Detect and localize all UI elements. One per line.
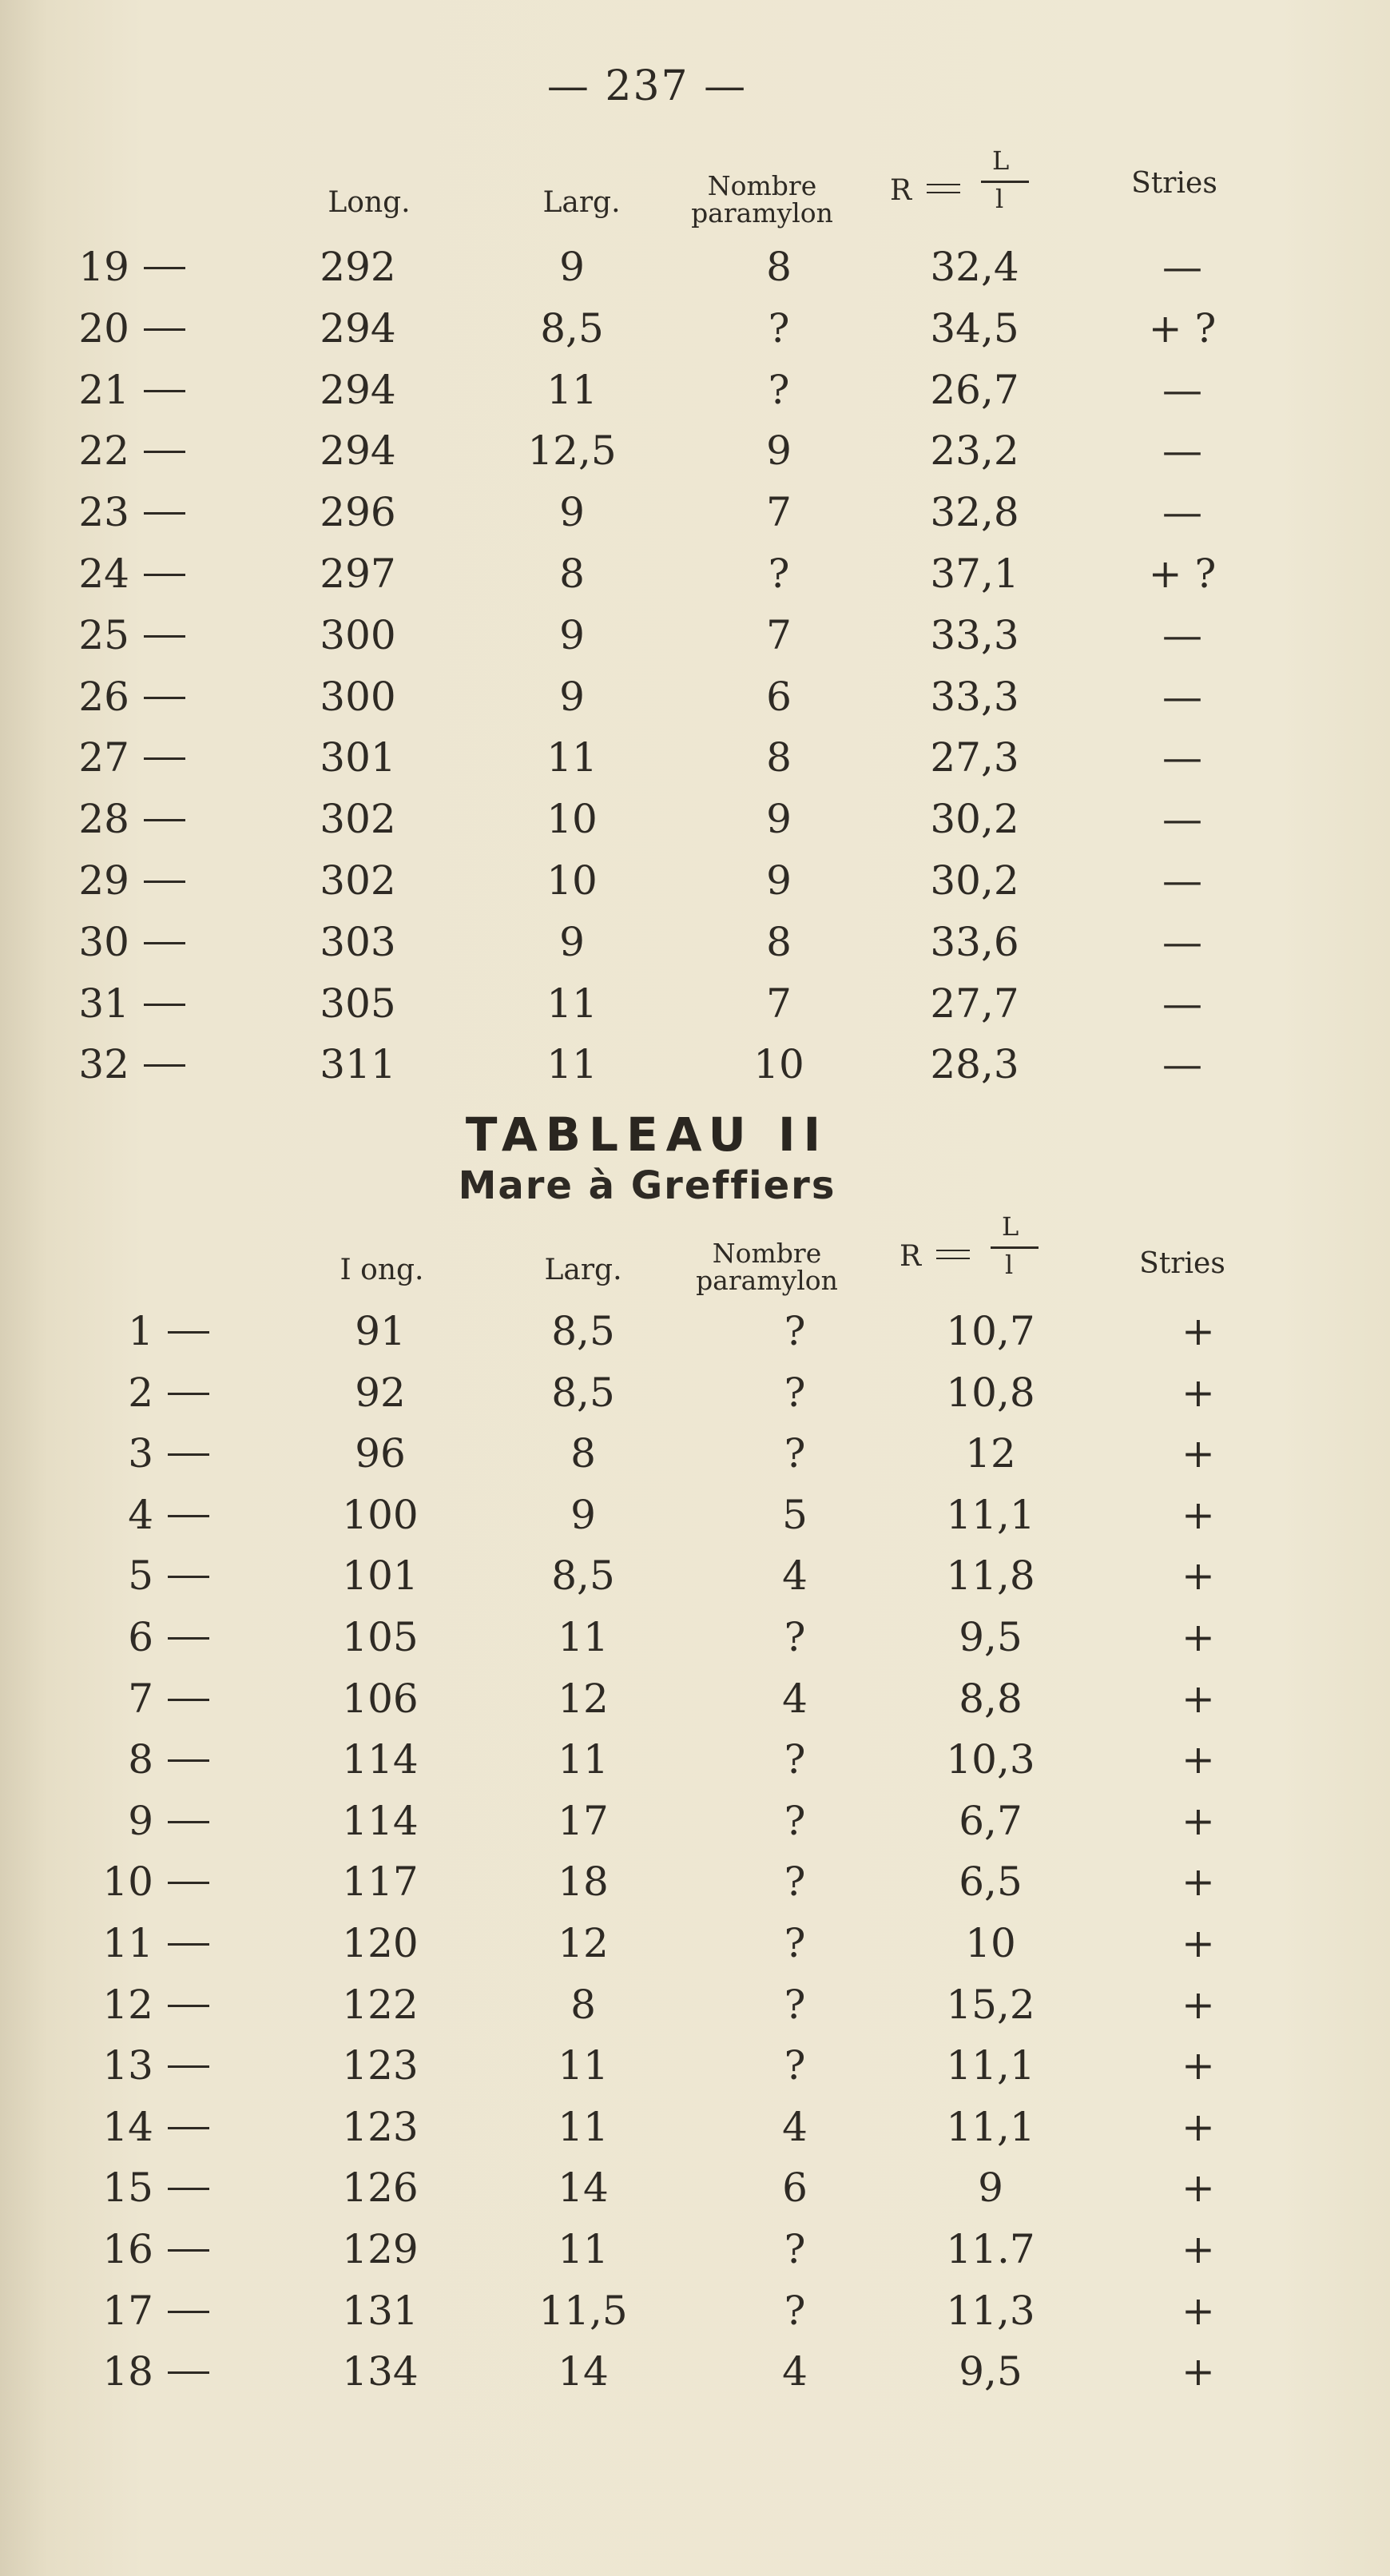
cell-stries: +	[1182, 2103, 1215, 2150]
row-number: 6	[128, 1614, 153, 1660]
cell-stries: + ?	[1148, 551, 1217, 597]
row-dash	[168, 1699, 209, 1701]
cell-long: 106	[342, 1675, 419, 1722]
table-row	[0, 912, 1390, 972]
cell-larg: 11	[546, 1041, 598, 1088]
cell-stries: +	[1182, 1552, 1215, 1600]
cell-larg: 8,5	[540, 304, 604, 352]
row-dash	[144, 757, 185, 760]
row-number: 5	[128, 1552, 153, 1600]
cell-stries: +	[1182, 1430, 1215, 1477]
ratio-numerator: L	[992, 145, 1010, 176]
cell-larg: 11	[546, 980, 598, 1027]
cell-nombre: 10	[753, 1041, 804, 1088]
cell-ratio: 6,5	[959, 1858, 1023, 1906]
cell-nombre: ?	[784, 1430, 806, 1477]
cell-ratio: 28,3	[930, 1041, 1019, 1088]
row-dash	[168, 1515, 209, 1517]
cell-larg: 11,5	[538, 2287, 628, 2334]
table-row	[0, 298, 1390, 359]
cell-ratio: 33,6	[930, 918, 1019, 965]
cell-larg: 8	[559, 551, 585, 597]
cell-long: 305	[320, 980, 396, 1027]
table-row	[0, 1545, 1390, 1606]
row-number: 2	[128, 1369, 153, 1416]
cell-stries: —	[1162, 734, 1202, 781]
cell-nombre: ?	[768, 551, 790, 597]
row-dash	[168, 1821, 209, 1823]
row-number: 21	[78, 366, 129, 413]
row-number: 3	[128, 1430, 153, 1477]
table2-header-ratio	[900, 1211, 1059, 1286]
table-row	[0, 237, 1390, 297]
cell-ratio: 33,3	[930, 673, 1019, 720]
cell-nombre: ?	[784, 2287, 806, 2334]
cell-larg: 9	[559, 489, 585, 536]
row-number: 17	[102, 2287, 153, 2334]
table-row	[0, 360, 1390, 420]
cell-long: 129	[342, 2226, 419, 2272]
row-dash	[168, 1393, 209, 1395]
row-dash	[144, 267, 185, 269]
row-number: 31	[78, 980, 129, 1027]
cell-larg: 9	[559, 673, 585, 720]
ratio-denominator: l	[995, 184, 1004, 214]
cell-larg: 14	[558, 2348, 609, 2395]
ratio-denominator: l	[1005, 1250, 1014, 1280]
cell-nombre: ?	[784, 1858, 806, 1906]
row-number: 24	[78, 551, 129, 597]
cell-ratio: 6,7	[959, 1797, 1023, 1844]
cell-larg: 18	[558, 1858, 609, 1906]
row-dash	[168, 2005, 209, 2007]
table2-header-long: I ong.	[340, 1254, 424, 1286]
cell-ratio: 12	[965, 1430, 1016, 1477]
cell-nombre: 9	[766, 857, 792, 904]
row-number: 9	[128, 1797, 153, 1844]
cell-long: 301	[320, 734, 396, 781]
cell-long: 131	[342, 2287, 419, 2334]
cell-larg: 11	[558, 2042, 609, 2089]
cell-larg: 12	[558, 1920, 609, 1966]
cell-nombre: ?	[784, 1369, 806, 1416]
row-dash	[144, 390, 185, 392]
cell-nombre: 8	[766, 734, 792, 781]
row-number: 26	[78, 673, 129, 720]
table-row	[0, 1974, 1390, 2035]
cell-stries: +	[1182, 1675, 1215, 1722]
row-dash	[144, 881, 185, 883]
row-number: 1	[128, 1308, 153, 1354]
row-number: 12	[102, 1981, 153, 2028]
table-row	[0, 789, 1390, 849]
cell-larg: 10	[546, 796, 598, 843]
row-number: 29	[78, 857, 129, 904]
row-dash	[144, 451, 185, 453]
row-number: 10	[102, 1858, 153, 1906]
table1-header-nombre: Nombre	[707, 170, 817, 201]
row-dash	[144, 512, 185, 515]
table-row	[0, 482, 1390, 543]
cell-stries: —	[1162, 857, 1202, 904]
table2-header-larg: Larg.	[544, 1254, 622, 1286]
cell-ratio: 11,1	[946, 2042, 1035, 2089]
row-dash	[168, 1882, 209, 1884]
cell-long: 91	[355, 1308, 406, 1354]
cell-long: 123	[342, 2042, 419, 2089]
table-row	[0, 666, 1390, 727]
row-number: 28	[78, 796, 129, 843]
cell-nombre: ?	[768, 304, 790, 352]
table-row	[0, 2219, 1390, 2280]
cell-nombre: 8	[766, 918, 792, 965]
cell-ratio: 11,3	[946, 2287, 1035, 2334]
cell-long: 101	[342, 1552, 419, 1600]
row-number: 20	[78, 304, 129, 352]
cell-long: 126	[342, 2165, 419, 2212]
cell-long: 114	[342, 1797, 419, 1844]
row-dash	[144, 328, 185, 331]
cell-long: 300	[320, 611, 396, 658]
cell-ratio: 9,5	[959, 2348, 1023, 2395]
cell-ratio: 27,3	[930, 734, 1019, 781]
row-number: 19	[78, 244, 129, 290]
cell-nombre: ?	[768, 366, 790, 413]
table2-header-nombre: Nombre	[712, 1238, 822, 1269]
cell-nombre: 8	[766, 244, 792, 290]
cell-ratio: 15,2	[946, 1981, 1035, 2028]
cell-nombre: 4	[782, 1552, 808, 1600]
cell-larg: 8,5	[551, 1552, 615, 1600]
cell-larg: 11	[558, 1614, 609, 1660]
cell-stries: —	[1162, 1041, 1202, 1088]
cell-nombre: 7	[766, 980, 792, 1027]
cell-nombre: ?	[784, 1614, 806, 1660]
table-row	[0, 1301, 1390, 1362]
row-dash	[168, 2371, 209, 2374]
cell-stries: +	[1182, 1920, 1215, 1966]
row-dash	[168, 1576, 209, 1578]
ratio-r: R	[890, 174, 912, 207]
table-row	[0, 1607, 1390, 1668]
table2-title: TABLEAU II	[465, 1107, 829, 1162]
ratio-r: R	[900, 1240, 922, 1273]
row-dash	[144, 574, 185, 576]
ratio-numerator: L	[1002, 1211, 1019, 1242]
cell-ratio: 9	[978, 2165, 1003, 2212]
cell-larg: 9	[559, 611, 585, 658]
table-row	[0, 1668, 1390, 1729]
cell-stries: —	[1162, 796, 1202, 843]
table1-header-long: Long.	[328, 186, 411, 219]
row-number: 4	[128, 1491, 153, 1538]
cell-ratio: 8,8	[959, 1675, 1023, 1722]
table-row	[0, 1851, 1390, 1912]
row-dash	[144, 942, 185, 944]
table-row	[0, 1729, 1390, 1790]
table1-header-stries: Stries	[1131, 167, 1217, 200]
cell-stries: —	[1162, 427, 1202, 475]
cell-long: 302	[320, 796, 396, 843]
cell-nombre: ?	[784, 2226, 806, 2272]
cell-long: 105	[342, 1614, 419, 1660]
cell-nombre: ?	[784, 1308, 806, 1354]
table-row	[0, 605, 1390, 666]
table-row	[0, 727, 1390, 788]
cell-stries: —	[1162, 366, 1202, 413]
table-row	[0, 1034, 1390, 1095]
cell-ratio: 30,2	[930, 796, 1019, 843]
cell-larg: 12,5	[527, 427, 617, 475]
row-number: 7	[128, 1675, 153, 1722]
cell-stries: +	[1182, 2042, 1215, 2089]
cell-nombre: ?	[784, 1981, 806, 2028]
table1-header-larg: Larg.	[542, 186, 621, 219]
table-row	[0, 2157, 1390, 2218]
cell-stries: —	[1162, 489, 1202, 536]
cell-larg: 9	[559, 918, 585, 965]
row-dash	[144, 1064, 185, 1067]
cell-ratio: 10,7	[946, 1308, 1035, 1354]
row-dash	[168, 2249, 209, 2252]
cell-nombre: ?	[784, 2042, 806, 2089]
table-row	[0, 1362, 1390, 1423]
row-dash	[144, 697, 185, 699]
table-row	[0, 543, 1390, 604]
cell-larg: 14	[558, 2165, 609, 2212]
cell-larg: 11	[558, 2226, 609, 2272]
cell-long: 303	[320, 918, 396, 965]
cell-long: 134	[342, 2348, 419, 2395]
cell-ratio: 32,8	[930, 489, 1019, 536]
cell-long: 294	[320, 366, 396, 413]
row-number: 16	[102, 2226, 153, 2272]
table-row	[0, 1485, 1390, 1545]
table-row	[0, 1913, 1390, 1974]
cell-larg: 8	[570, 1430, 596, 1477]
cell-stries: +	[1182, 1614, 1215, 1660]
cell-long: 294	[320, 427, 396, 475]
cell-ratio: 11,1	[946, 1491, 1035, 1538]
row-dash	[168, 2065, 209, 2068]
table1-header-paramylon: paramylon	[691, 197, 833, 229]
cell-stries: +	[1182, 1369, 1215, 1416]
cell-ratio: 37,1	[930, 551, 1019, 597]
cell-larg: 11	[546, 366, 598, 413]
cell-larg: 8,5	[551, 1308, 615, 1354]
row-dash	[144, 819, 185, 821]
cell-stries: —	[1162, 980, 1202, 1027]
cell-ratio: 33,3	[930, 611, 1019, 658]
cell-ratio: 23,2	[930, 427, 1019, 475]
cell-stries: —	[1162, 611, 1202, 658]
cell-nombre: 6	[766, 673, 792, 720]
cell-nombre: ?	[784, 1736, 806, 1783]
cell-larg: 11	[558, 2103, 609, 2150]
cell-nombre: 4	[782, 2103, 808, 2150]
row-number: 23	[78, 489, 129, 536]
cell-long: 294	[320, 304, 396, 352]
table-row	[0, 1791, 1390, 1851]
cell-larg: 9	[570, 1491, 596, 1538]
table-row	[0, 850, 1390, 911]
cell-larg: 11	[558, 1736, 609, 1783]
cell-stries: —	[1162, 673, 1202, 720]
cell-stries: + ?	[1148, 304, 1217, 352]
row-number: 27	[78, 734, 129, 781]
table-row	[0, 1423, 1390, 1484]
row-number: 11	[102, 1920, 153, 1966]
row-dash	[168, 1453, 209, 1456]
table-row	[0, 973, 1390, 1034]
row-number: 25	[78, 611, 129, 658]
cell-ratio: 11,8	[946, 1552, 1035, 1600]
cell-larg: 12	[558, 1675, 609, 1722]
cell-stries: +	[1182, 2226, 1215, 2272]
cell-ratio: 26,7	[930, 366, 1019, 413]
table2-header-paramylon: paramylon	[696, 1265, 838, 1296]
cell-ratio: 10	[965, 1920, 1016, 1966]
cell-nombre: 9	[766, 427, 792, 475]
cell-larg: 8,5	[551, 1369, 615, 1416]
row-number: 18	[102, 2348, 153, 2395]
cell-long: 300	[320, 673, 396, 720]
cell-ratio: 32,4	[930, 244, 1019, 290]
cell-stries: +	[1182, 2348, 1215, 2395]
cell-long: 297	[320, 551, 396, 597]
row-number: 30	[78, 918, 129, 965]
cell-stries: —	[1162, 244, 1202, 290]
cell-nombre: 9	[766, 796, 792, 843]
cell-nombre: 4	[782, 1675, 808, 1722]
row-number: 14	[102, 2103, 153, 2150]
cell-ratio: 27,7	[930, 980, 1019, 1027]
table-row	[0, 2341, 1390, 2402]
cell-long: 100	[342, 1491, 419, 1538]
cell-stries: +	[1182, 1797, 1215, 1844]
cell-nombre: 7	[766, 489, 792, 536]
cell-ratio: 10,3	[946, 1736, 1035, 1783]
row-dash	[168, 1943, 209, 1946]
table-row	[0, 2280, 1390, 2341]
cell-nombre: ?	[784, 1797, 806, 1844]
cell-nombre: 5	[782, 1491, 808, 1538]
row-number: 15	[102, 2165, 153, 2212]
row-dash	[144, 635, 185, 638]
cell-long: 96	[355, 1430, 406, 1477]
cell-long: 92	[355, 1369, 406, 1416]
cell-stries: +	[1182, 1858, 1215, 1906]
row-number: 8	[128, 1736, 153, 1783]
row-number: 13	[102, 2042, 153, 2089]
row-dash	[144, 1004, 185, 1006]
cell-long: 114	[342, 1736, 419, 1783]
cell-stries: —	[1162, 918, 1202, 965]
cell-nombre: ?	[784, 1920, 806, 1966]
cell-long: 117	[342, 1858, 419, 1906]
row-dash	[168, 1331, 209, 1334]
cell-larg: 11	[546, 734, 598, 781]
table-row	[0, 420, 1390, 481]
cell-stries: +	[1182, 2287, 1215, 2334]
row-number: 32	[78, 1041, 129, 1088]
table1-header-ratio	[890, 145, 1050, 221]
row-dash	[168, 2188, 209, 2190]
cell-ratio: 30,2	[930, 857, 1019, 904]
cell-ratio: 11.7	[946, 2226, 1035, 2272]
row-dash	[168, 1759, 209, 1762]
table-row	[0, 2035, 1390, 2096]
row-dash	[168, 2311, 209, 2313]
cell-nombre: 7	[766, 611, 792, 658]
cell-stries: +	[1182, 1491, 1215, 1538]
cell-ratio: 34,5	[930, 304, 1019, 352]
cell-nombre: 6	[782, 2165, 808, 2212]
cell-larg: 9	[559, 244, 585, 290]
table-row	[0, 2097, 1390, 2157]
cell-long: 302	[320, 857, 396, 904]
cell-long: 120	[342, 1920, 419, 1966]
cell-long: 296	[320, 489, 396, 536]
cell-larg: 10	[546, 857, 598, 904]
cell-stries: +	[1182, 2165, 1215, 2212]
row-number: 22	[78, 427, 129, 475]
cell-stries: +	[1182, 1736, 1215, 1783]
cell-long: 311	[320, 1041, 396, 1088]
cell-larg: 8	[570, 1981, 596, 2028]
cell-ratio: 11,1	[946, 2103, 1035, 2150]
cell-nombre: 4	[782, 2348, 808, 2395]
fraction-bar	[981, 181, 1029, 183]
cell-long: 122	[342, 1981, 419, 2028]
cell-long: 292	[320, 244, 396, 290]
cell-stries: +	[1182, 1981, 1215, 2028]
cell-larg: 17	[558, 1797, 609, 1844]
cell-long: 123	[342, 2103, 419, 2150]
fraction-bar	[991, 1246, 1039, 1249]
table2-subtitle: Mare à Greffiers	[458, 1163, 836, 1208]
cell-ratio: 9,5	[959, 1614, 1023, 1660]
cell-ratio: 10,8	[946, 1369, 1035, 1416]
row-dash	[168, 2127, 209, 2129]
table2-header-stries: Stries	[1139, 1247, 1225, 1280]
page-number: — 237 —	[546, 62, 748, 110]
row-dash	[168, 1637, 209, 1640]
cell-stries: +	[1182, 1308, 1215, 1354]
